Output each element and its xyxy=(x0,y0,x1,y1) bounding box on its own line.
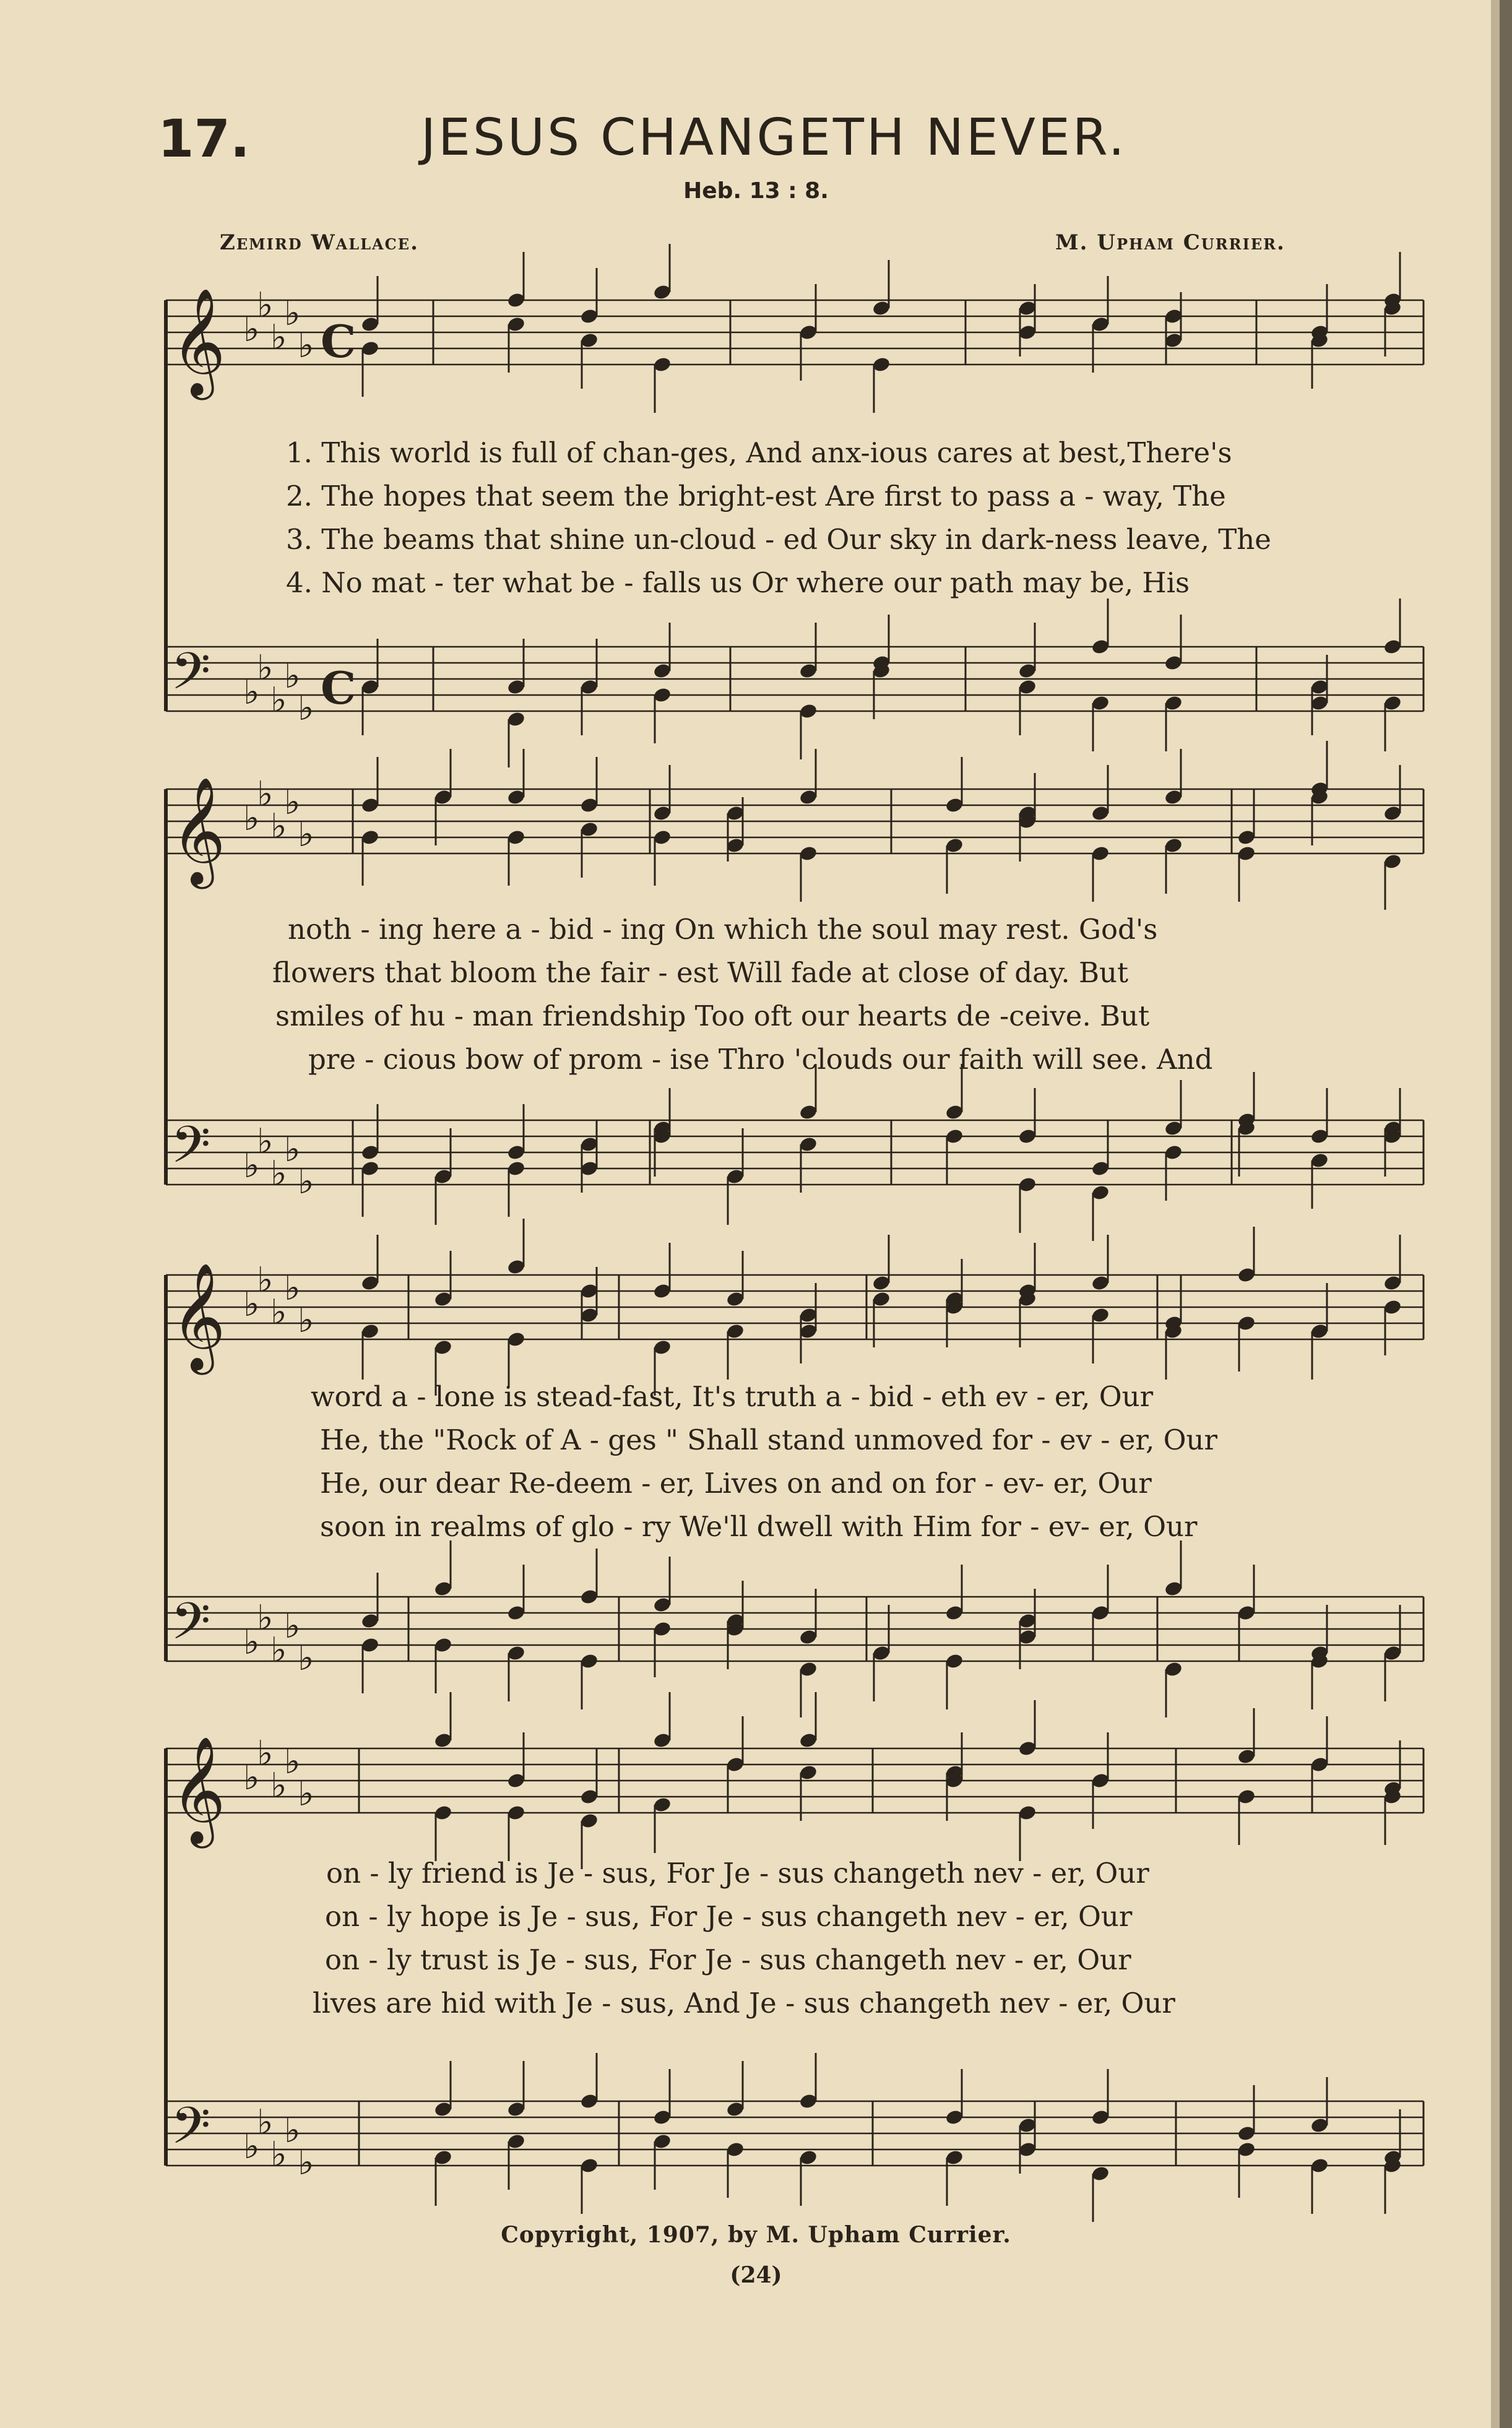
lyric-line: 2. The hopes that seem the bright-est Are first to pass a - way, The xyxy=(286,480,1226,512)
treble-clef: 𝄞 xyxy=(171,1263,226,1370)
lyric-line: flowers that bloom the fair - est Will fade at close of day. But xyxy=(272,956,1129,989)
lyric-line: on - ly friend is Je - sus, For Je - sus changeth nev - er, Our xyxy=(326,1857,1149,1890)
scripture-reference: Heb. 13 : 8. xyxy=(683,178,829,204)
lyric-line: He, the "Rock of A - ges " Shall stand unmoved for - ev - er, Our xyxy=(320,1424,1217,1456)
lyric-line: on - ly trust is Je - sus, For Je - sus changeth nev - er, Our xyxy=(325,1943,1131,1976)
lyricist-credit: Zemird Wallace. xyxy=(220,230,419,255)
bass-clef: 𝄢 xyxy=(171,641,211,714)
flat-sign: ♭ xyxy=(270,1766,287,1806)
flat-sign: ♭ xyxy=(284,2110,301,2151)
treble-clef: 𝄞 xyxy=(171,1736,226,1844)
flat-sign: ♭ xyxy=(257,1121,274,1162)
flat-sign: ♭ xyxy=(284,1130,301,1170)
lyric-line: noth - ing here a - bid - ing On which the soul may rest. God's xyxy=(288,913,1158,946)
flat-sign: ♭ xyxy=(270,806,287,847)
lyric-line: 3. The beams that shine un-cloud - ed Our sky in dark-ness leave, The xyxy=(286,523,1271,556)
flat-sign: ♭ xyxy=(243,1622,260,1662)
hymn-title: JESUS CHANGETH NEVER. xyxy=(421,108,1127,167)
flat-sign: ♭ xyxy=(257,285,274,326)
flat-sign: ♭ xyxy=(284,1742,301,1782)
flat-sign: ♭ xyxy=(298,1300,314,1341)
flat-sign: ♭ xyxy=(298,814,314,855)
flat-sign: ♭ xyxy=(243,1284,260,1324)
lyric-line: smiles of hu - man friendship Too oft our hearts de -ceive. But xyxy=(275,1000,1150,1032)
flat-sign: ♭ xyxy=(243,309,260,350)
flat-sign: ♭ xyxy=(298,688,314,728)
flat-sign: ♭ xyxy=(270,1292,287,1333)
bass-clef: 𝄢 xyxy=(171,1591,211,1664)
lyric-line: soon in realms of glo - ry We'll dwell with Him for - ev- er, Our xyxy=(320,1510,1198,1543)
flat-sign: ♭ xyxy=(284,1606,301,1646)
copyright-notice: Copyright, 1907, by M. Upham Currier. xyxy=(501,2222,1011,2248)
flat-sign: ♭ xyxy=(270,318,287,358)
hymn-number: 17. xyxy=(158,108,250,169)
lyric-line: word a - lone is stead-fast, It's truth a - bid - eth ev - er, Our xyxy=(311,1380,1154,1413)
flat-sign: ♭ xyxy=(257,1734,274,1774)
lyric-line: lives are hid with Je - sus, And Je - sus changeth nev - er, Our xyxy=(313,1987,1175,2020)
lyric-line: He, our dear Re-deem - er, Lives on and on for - ev- er, Our xyxy=(320,1467,1152,1500)
flat-sign: ♭ xyxy=(270,1630,287,1670)
flat-sign: ♭ xyxy=(298,2143,314,2183)
bass-clef: 𝄢 xyxy=(171,2096,211,2168)
lyric-line: pre - cious bow of prom - ise Thro 'clouds our faith will see. And xyxy=(308,1043,1213,1076)
flat-sign: ♭ xyxy=(284,293,301,334)
flat-sign: ♭ xyxy=(284,782,301,823)
flat-sign: ♭ xyxy=(270,2135,287,2175)
flat-sign: ♭ xyxy=(270,680,287,720)
flat-sign: ♭ xyxy=(243,1758,260,1798)
lyric-line: 4. No mat - ter what be - falls us Or where our path may be, His xyxy=(286,566,1190,599)
flat-sign: ♭ xyxy=(257,1598,274,1638)
lyric-line: on - ly hope is Je - sus, For Je - sus changeth nev - er, Our xyxy=(325,1900,1133,1933)
flat-sign: ♭ xyxy=(243,1146,260,1186)
flat-sign: ♭ xyxy=(298,1162,314,1202)
bass-clef: 𝄢 xyxy=(171,1115,211,1187)
time-signature: C xyxy=(321,662,356,714)
treble-clef: 𝄞 xyxy=(171,777,226,884)
flat-sign: ♭ xyxy=(257,648,274,688)
treble-clef: 𝄞 xyxy=(171,288,226,395)
time-signature: C xyxy=(321,315,356,368)
flat-sign: ♭ xyxy=(257,774,274,814)
flat-sign: ♭ xyxy=(270,1154,287,1194)
composer-credit: M. Upham Currier. xyxy=(1055,230,1285,255)
page-number: (24) xyxy=(730,2262,782,2288)
flat-sign: ♭ xyxy=(257,1260,274,1300)
flat-sign: ♭ xyxy=(257,2102,274,2143)
flat-sign: ♭ xyxy=(243,672,260,712)
flat-sign: ♭ xyxy=(298,1638,314,1678)
flat-sign: ♭ xyxy=(284,1268,301,1308)
flat-sign: ♭ xyxy=(298,1774,314,1814)
flat-sign: ♭ xyxy=(298,326,314,366)
flat-sign: ♭ xyxy=(284,656,301,696)
flat-sign: ♭ xyxy=(243,2127,260,2167)
flat-sign: ♭ xyxy=(243,798,260,839)
lyric-line: 1. This world is full of chan-ges, And anx-ious cares at best,There's xyxy=(286,436,1232,469)
